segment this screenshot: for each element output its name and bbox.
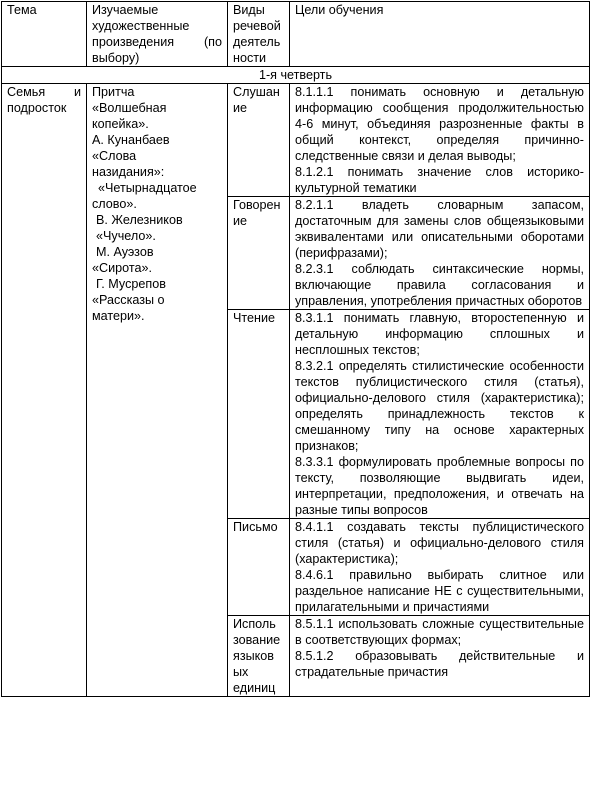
header-learning-goals: Цели обучения	[290, 2, 590, 67]
quarter-row	[2, 67, 590, 84]
topic-word-3: подросток	[7, 101, 67, 115]
quarter-label: 1-я четверть	[2, 67, 590, 84]
topic-word-2: и	[73, 85, 81, 99]
kind-language-units: Исполь зование языков ых единиц	[228, 616, 290, 697]
header-works: Изучаемые художественные произведения (по выбору)	[87, 2, 228, 67]
works-cell: Притча «Волшебная копейка». А. Кунанбаев «Слова назидания»: «Четырнадцатое слово». В. Железников «Чучело». М. Ауэзов «Сирота». Г. Мусрепов «Рассказы о матери».	[87, 84, 228, 697]
kind-reading: Чтение	[228, 310, 290, 519]
table-row	[2, 84, 590, 197]
kind-speaking: Говорен ие	[228, 197, 290, 310]
goals-speaking: 8.2.1.1 владеть словарным запасом, достаточным для замены слов общеязыковыми эквивалентами или описательными оборотами (перифразами); 8.2.3.1 соблюдать синтаксические нормы, включающие правила согласования и управления, употребления причастных оборотов	[290, 197, 590, 310]
header-activity-kinds: Виды речевой деятель ности	[228, 2, 290, 67]
topic-cell	[2, 84, 87, 697]
kind-listening: Слушан ие	[228, 84, 290, 197]
header-topic: Тема	[2, 2, 87, 67]
goals-language-units: 8.5.1.1 использовать сложные существительные в соответствующих формах; 8.5.1.2 образовывать действительные и страдательные причастия	[290, 616, 590, 697]
goals-listening: 8.1.1.1 понимать основную и детальную информацию сообщения продолжительностью 4-6 минут, объединяя разрозненные факты в общий контекст, определяя причинно-следственные связи и делая выводы; 8.1.2.1 понимать значение слов историко-культурной тематики	[290, 84, 590, 197]
kind-writing: Письмо	[228, 519, 290, 616]
goals-writing: 8.4.1.1 создавать тексты публицистического стиля (статья) и официально-делового стиля (характеристика); 8.4.6.1 правильно выбирать слитное или раздельное написание НЕ с существительными, прилагательными и причастиями	[290, 519, 590, 616]
header-row	[2, 2, 590, 67]
goals-reading: 8.3.1.1 понимать главную, второстепенную и детальную информацию сплошных и несплошных текстов; 8.3.2.1 определять стилистические особенности текстов публицистического стиля (статья), официально-делового стиля (характеристика); определять принадлежность текстов к смешанному типу на основе характерных признаков; 8.3.3.1 формулировать проблемные вопросы по тексту, позволяющие выдвигать идеи, интерпретации, предположения, и отвечать на разные типы вопросов	[290, 310, 590, 519]
topic-word-1: Семья	[7, 85, 46, 99]
curriculum-table	[1, 1, 590, 697]
